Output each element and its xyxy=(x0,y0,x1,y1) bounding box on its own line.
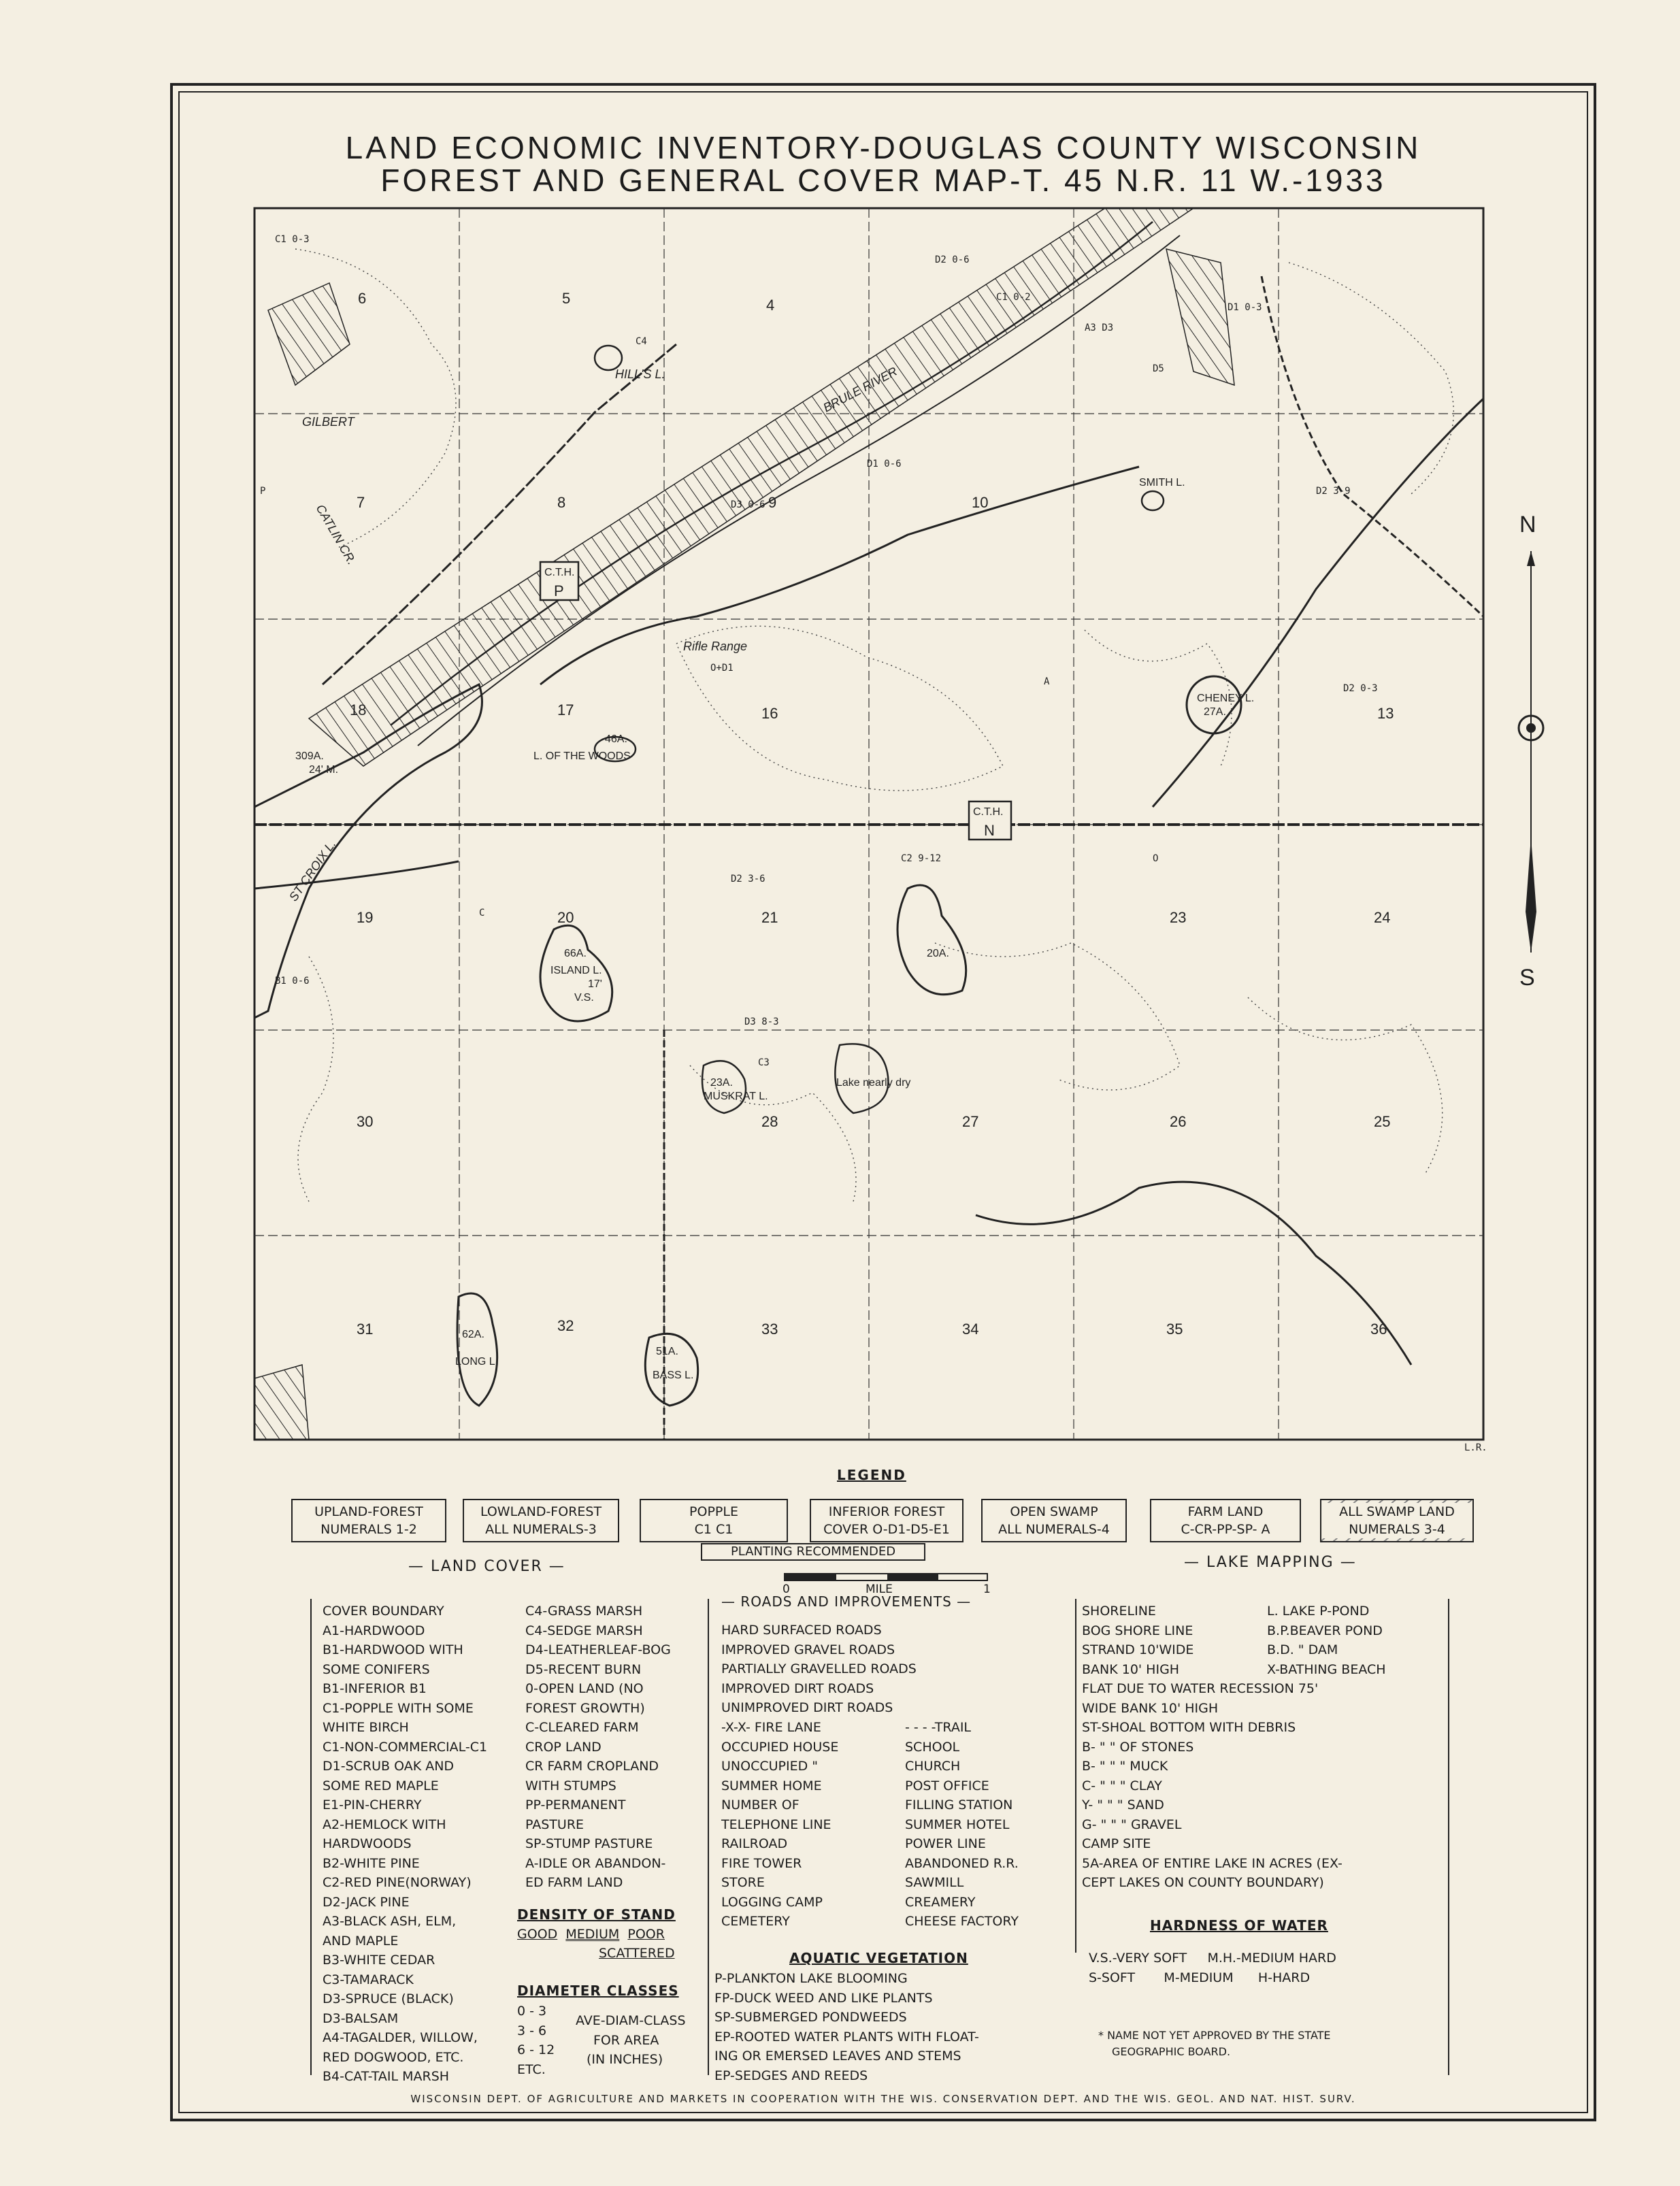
density-medium: MEDIUM xyxy=(565,1926,620,1942)
hardness-h: H-HARD xyxy=(1257,1970,1311,1985)
section-34: 34 xyxy=(962,1321,979,1338)
density-heading: DENSITY OF STAND xyxy=(517,1906,676,1923)
improvement-item: SUMMER HOME xyxy=(721,1778,822,1793)
cheney-lake-label: CHENEY L. xyxy=(1197,693,1255,704)
township-map xyxy=(254,208,1487,1453)
land-cover-item: C1-NON-COMMERCIAL-C1 xyxy=(323,1739,488,1755)
legend-box-all-swamp xyxy=(1320,1499,1474,1542)
roads-block xyxy=(721,1592,971,1612)
roads-heading: — ROADS AND IMPROVEMENTS — xyxy=(721,1593,972,1610)
cheney-area: 27A. xyxy=(1204,706,1226,718)
diameter-heading: DIAMETER CLASSES xyxy=(517,1983,679,1999)
road-type: UNIMPROVED DIRT ROADS xyxy=(721,1700,893,1715)
section-5: 5 xyxy=(562,290,571,307)
diameter-desc-line: AVE-DIAM-CLASS xyxy=(576,2013,686,2028)
lake-mapping-item: WIDE BANK 10' HIGH xyxy=(1082,1700,1219,1716)
catlin-cr-label: CATLIN CR. xyxy=(313,502,359,567)
lake-mapping-item: FLAT DUE TO WATER RECESSION 75' xyxy=(1082,1681,1319,1696)
diameter-class: 6 - 12 xyxy=(517,2042,555,2057)
land-cover-item: A2-HEMLOCK WITH xyxy=(323,1817,446,1832)
lake-mapping-item: STRAND 10'WIDE xyxy=(1082,1642,1194,1657)
land-cover-item: A3-BLACK ASH, ELM, xyxy=(323,1914,457,1929)
lake-codes-list xyxy=(1267,1602,1386,1679)
cover-code: A xyxy=(1044,676,1050,687)
road-type: IMPROVED GRAVEL ROADS xyxy=(721,1642,895,1657)
land-cover-item: C4-GRASS MARSH xyxy=(525,1604,643,1619)
cover-code: C4 xyxy=(636,336,647,347)
improvement-item: POWER LINE xyxy=(905,1836,986,1851)
section-20: 20 xyxy=(557,909,574,926)
island-lake-vs: V.S. xyxy=(574,992,594,1004)
improvement-item: ABANDONED R.R. xyxy=(905,1855,1019,1871)
legend-divider xyxy=(310,1599,312,2075)
land-cover-item: SP-STUMP PASTURE xyxy=(525,1836,653,1851)
land-cover-item: RED DOGWOOD, ETC. xyxy=(323,2049,464,2065)
cover-code: D2 0-6 xyxy=(935,254,970,265)
smith-lake xyxy=(1142,491,1164,510)
improvement-item: FILLING STATION xyxy=(905,1798,1013,1812)
section-28: 28 xyxy=(761,1113,778,1130)
cover-code: A3 D3 xyxy=(1085,322,1114,333)
hardness-block xyxy=(1150,1916,1328,1936)
note-line: GEOGRAPHIC BOARD. xyxy=(1112,2045,1231,2058)
improvement-item: SAWMILL xyxy=(905,1875,964,1890)
land-cover-col1 xyxy=(323,1602,487,2087)
section-13: 13 xyxy=(1377,705,1394,722)
improvement-item: UNOCCUPIED " xyxy=(721,1759,818,1774)
lake-code-item: B.P.BEAVER POND xyxy=(1267,1623,1383,1638)
legend-box-popple xyxy=(640,1499,788,1542)
legend-box-inferior xyxy=(810,1499,963,1542)
section-6: 6 xyxy=(358,290,367,307)
box-line: POPPLE xyxy=(689,1504,738,1519)
hardness-row1 xyxy=(1089,1949,1336,1987)
land-cover-item: B4-CAT-TAIL MARSH xyxy=(323,2069,450,2084)
swamp-patch xyxy=(254,1365,309,1440)
land-cover-item: C1-POPPLE WITH SOME xyxy=(323,1700,474,1716)
compass-south: S xyxy=(1519,965,1535,991)
smith-lake-label: SMITH L. xyxy=(1139,477,1185,488)
map-title-line2: FOREST AND GENERAL COVER MAP-T. 45 N.R. 11 W.-1933 xyxy=(380,163,1386,198)
legend-heading: LEGEND xyxy=(837,1467,906,1483)
land-cover-col2 xyxy=(525,1602,671,1893)
improvement-item: CHURCH xyxy=(905,1759,961,1774)
lake-20a-label: 20A. xyxy=(927,948,949,959)
island-lake-label: ISLAND L. xyxy=(550,965,602,976)
section-33: 33 xyxy=(761,1321,778,1338)
density-poor: POOR xyxy=(627,1926,665,1942)
land-cover-item: C4-SEDGE MARSH xyxy=(525,1623,643,1638)
cover-code: D2 0-3 xyxy=(1343,683,1378,694)
land-cover-item: C3-TAMARACK xyxy=(323,1972,414,1987)
aquatic-item: FP-DUCK WEED AND LIKE PLANTS xyxy=(714,1990,933,2006)
land-cover-item: D2-JACK PINE xyxy=(323,1894,410,1910)
brule-river-label: BRULE RIVER xyxy=(821,364,900,415)
scale-mile: MILE xyxy=(866,1583,893,1596)
map-title-line1: LAND ECONOMIC INVENTORY-DOUGLAS COUNTY WISCONSIN xyxy=(345,130,1421,165)
section-17: 17 xyxy=(557,701,574,718)
land-cover-item: A4-TAGALDER, WILLOW, xyxy=(323,2030,478,2045)
lake-nearly-dry-label: Lake nearly dry xyxy=(836,1077,911,1089)
cover-code: D1 0-6 xyxy=(867,459,902,469)
lake-mapping-item: SHORELINE xyxy=(1082,1604,1156,1619)
section-19: 19 xyxy=(357,909,374,926)
hills-lake-label: HILL'S L. xyxy=(615,367,665,381)
aquatic-item: SP-SUBMERGED PONDWEEDS xyxy=(714,2010,907,2025)
section-8: 8 xyxy=(557,494,566,511)
legend-box-upland xyxy=(291,1499,446,1542)
cover-code: D3 0-6 xyxy=(731,499,765,510)
aquatic-item: EP-ROOTED WATER PLANTS WITH FLOAT- xyxy=(714,2029,979,2044)
section-4: 4 xyxy=(766,297,775,314)
improvement-item: - - - -TRAIL xyxy=(905,1720,972,1735)
box-line: OPEN SWAMP xyxy=(1010,1504,1098,1519)
aquatic-item: EP-SEDGES AND REEDS xyxy=(714,2068,868,2083)
land-cover-item: B3-WHITE CEDAR xyxy=(323,1953,435,1968)
scale-bar xyxy=(784,1573,988,1581)
section-16: 16 xyxy=(761,705,778,722)
improvement-item: NUMBER OF xyxy=(721,1798,800,1812)
lake-20a xyxy=(897,885,966,995)
lake-mapping-item: BOG SHORE LINE xyxy=(1082,1623,1193,1638)
section-30: 30 xyxy=(357,1113,374,1130)
improvement-item: CREAMERY xyxy=(905,1894,976,1910)
aquatic-item: P-PLANKTON LAKE BLOOMING xyxy=(714,1971,908,1986)
box-line: FARM LAND xyxy=(1187,1504,1264,1519)
section-26: 26 xyxy=(1170,1113,1187,1130)
section-23: 23 xyxy=(1170,909,1187,926)
improvements-right xyxy=(905,1718,1019,1932)
box-line: NUMERALS 1-2 xyxy=(320,1522,417,1537)
st-croix-depth: 24' M. xyxy=(309,764,339,776)
diameter-desc-line: FOR AREA xyxy=(593,2032,659,2048)
improvement-item: RAILROAD xyxy=(721,1836,788,1851)
hardness-vs: V.S.-VERY SOFT xyxy=(1089,1951,1187,1966)
aquatic-heading: AQUATIC VEGETATION xyxy=(789,1950,968,1966)
aquatic-list xyxy=(714,1969,979,2085)
cover-code: O xyxy=(1153,853,1159,864)
lake-mapping-item: BANK 10' HIGH xyxy=(1082,1661,1180,1677)
footer-credit: WISCONSIN DEPT. OF AGRICULTURE AND MARKETS IN COOPERATION WITH THE WIS. CONSERVATION DEPT. AND THE WIS. GEOL. AND NAT. HIST. SURV. xyxy=(410,2093,1356,2105)
improvement-item: LOGGING CAMP xyxy=(721,1894,823,1910)
cover-code: D1 0-3 xyxy=(1228,302,1262,313)
box-line: UPLAND-FOREST xyxy=(314,1504,423,1519)
lake-code-item: X-BATHING BEACH xyxy=(1267,1661,1386,1677)
section-35: 35 xyxy=(1166,1321,1183,1338)
land-cover-item: C-CLEARED FARM xyxy=(525,1720,639,1735)
improvement-item: CEMETERY xyxy=(721,1914,790,1929)
approval-note xyxy=(1098,2027,1331,2060)
lake-mapping-item: CEPT LAKES ON COUNTY BOUNDARY) xyxy=(1082,1875,1324,1890)
land-cover-item: B2-WHITE PINE xyxy=(323,1855,420,1871)
land-cover-item: WITH STUMPS xyxy=(525,1778,616,1793)
cover-code: D5 xyxy=(1153,363,1164,374)
long-lake-area: 62A. xyxy=(462,1329,484,1340)
lake-mapping-item: CAMP SITE xyxy=(1082,1836,1151,1851)
cover-code: P xyxy=(260,486,266,497)
density-good: GOOD xyxy=(517,1926,558,1942)
land-cover-item: D5-RECENT BURN xyxy=(525,1661,642,1677)
improvement-item: SUMMER HOTEL xyxy=(905,1817,1010,1832)
cth-p-label2: P xyxy=(554,582,564,599)
cover-code: C3 xyxy=(758,1057,770,1068)
land-cover-item: D1-SCRUB OAK AND xyxy=(323,1759,455,1774)
cover-code: D2 3-9 xyxy=(1316,486,1351,497)
lake-mapping-item: B- " " " MUCK xyxy=(1082,1759,1168,1774)
box-line: LOWLAND-FOREST xyxy=(480,1504,602,1519)
land-cover-item: E1-PIN-CHERRY xyxy=(323,1798,422,1812)
section-18: 18 xyxy=(350,701,367,718)
diameter-desc-line: (IN INCHES) xyxy=(587,2052,663,2067)
box-line: ALL NUMERALS-4 xyxy=(998,1522,1110,1537)
cover-code: D3 8-3 xyxy=(744,1016,779,1027)
cth-n-label1: C.T.H. xyxy=(973,806,1004,818)
bass-lake-label: BASS L. xyxy=(653,1370,694,1381)
hills-lake xyxy=(595,346,622,370)
cheney-lake xyxy=(1187,676,1241,733)
aquatic-heading-block xyxy=(789,1949,968,1968)
section-numbers xyxy=(350,290,1394,1338)
section-36: 36 xyxy=(1370,1321,1387,1338)
land-cover-item: SOME RED MAPLE xyxy=(323,1778,439,1793)
section-25: 25 xyxy=(1374,1113,1391,1130)
diameter-class: 3 - 6 xyxy=(517,2023,547,2038)
section-7: 7 xyxy=(357,494,365,511)
legend-divider xyxy=(708,1599,709,2075)
land-cover-heading: — LAND COVER — xyxy=(408,1558,565,1575)
legend-box-open-swamp xyxy=(981,1499,1127,1542)
muskrat-label: MUSKRAT L. xyxy=(704,1091,768,1102)
land-cover-item: PP-PERMANENT xyxy=(525,1798,626,1812)
lake-mapping-item: C- " " " CLAY xyxy=(1082,1778,1162,1793)
land-cover-item: 0-OPEN LAND (NO xyxy=(525,1681,644,1696)
improvement-item: CHEESE FACTORY xyxy=(905,1914,1019,1929)
land-cover-text: LAND COVER xyxy=(431,1558,543,1575)
improvement-item: POST OFFICE xyxy=(905,1778,989,1793)
land-cover-item: D3-SPRUCE (BLACK) xyxy=(323,1991,454,2006)
diameter-classes xyxy=(517,2002,555,2079)
cover-code: C1 0-3 xyxy=(275,234,310,245)
cover-code: C xyxy=(479,908,485,918)
road-type: HARD SURFACED ROADS xyxy=(721,1623,882,1638)
land-cover-item: CROP LAND xyxy=(525,1739,602,1755)
box-line: ALL NUMERALS-3 xyxy=(485,1522,597,1537)
long-lake xyxy=(457,1293,497,1406)
muskrat-area: 23A. xyxy=(710,1077,733,1089)
land-cover-item: C2-RED PINE(NORWAY) xyxy=(323,1875,472,1890)
section-9: 9 xyxy=(768,494,777,511)
land-cover-item: D3-BALSAM xyxy=(323,2010,399,2026)
hardness-heading: HARDNESS OF WATER xyxy=(1150,1917,1328,1934)
diameter-desc xyxy=(576,2011,686,2070)
section-31: 31 xyxy=(357,1321,374,1338)
island-lake-depth: 17' xyxy=(588,978,602,990)
improvement-item: STORE xyxy=(721,1875,765,1890)
land-cover-item: FOREST GROWTH) xyxy=(525,1700,645,1716)
lake-code-item: B.D. " DAM xyxy=(1267,1642,1338,1657)
aquatic-item: ING OR EMERSED LEAVES AND STEMS xyxy=(714,2049,961,2064)
st-croix-area: 309A. xyxy=(295,750,324,762)
land-cover-item: A1-HARDWOOD xyxy=(323,1623,425,1638)
cth-p-label1: C.T.H. xyxy=(544,567,575,578)
lake-mapping-text: LAKE MAPPING xyxy=(1206,1554,1334,1571)
hardness-s: S-SOFT xyxy=(1089,1970,1136,1985)
lake-mapping-item: B- " " OF STONES xyxy=(1082,1739,1194,1755)
cth-n-label2: N xyxy=(984,822,995,839)
roads-heading-text: ROADS AND IMPROVEMENTS xyxy=(740,1593,952,1610)
scale-zero: 0 xyxy=(783,1583,790,1596)
lake-mapping-item: ST-SHOAL BOTTOM WITH DEBRIS xyxy=(1082,1720,1296,1735)
brule-river-bank xyxy=(418,235,1180,746)
lake-woods-label: L. OF THE WOODS xyxy=(533,750,631,762)
note-line: * NAME NOT YET APPROVED BY THE STATE xyxy=(1098,2029,1331,2042)
land-cover-item: A-IDLE OR ABANDON- xyxy=(525,1855,666,1871)
island-lake-area: 66A. xyxy=(564,948,587,959)
box-line: C-CR-PP-SP- A xyxy=(1181,1522,1270,1537)
improvement-item: OCCUPIED HOUSE xyxy=(721,1739,839,1755)
diameter-block xyxy=(517,1981,679,2001)
hardness-mh: M.H.-MEDIUM HARD xyxy=(1207,1951,1336,1966)
swamp-patch xyxy=(1166,249,1234,385)
diameter-class: 0 - 3 xyxy=(517,2004,547,2019)
lake-code-item: L. LAKE P-POND xyxy=(1267,1604,1370,1619)
feature-labels xyxy=(286,365,1487,1453)
land-cover-item: HARDWOODS xyxy=(323,1836,412,1851)
land-cover-item: B1-INFERIOR B1 xyxy=(323,1681,427,1696)
legend-box-farm xyxy=(1150,1499,1301,1542)
gilbert-label: GILBERT xyxy=(302,415,355,429)
land-cover-item: SOME CONIFERS xyxy=(323,1661,430,1677)
box-line: INFERIOR FOREST xyxy=(828,1504,945,1519)
section-21: 21 xyxy=(761,909,778,926)
diameter-class: ETC. xyxy=(517,2061,546,2077)
legend-divider xyxy=(1448,1599,1449,2075)
section-10: 10 xyxy=(972,494,989,511)
legend-divider xyxy=(1075,1599,1076,1953)
cover-code: D2 3-6 xyxy=(731,874,765,884)
legend-box-lowland xyxy=(463,1499,619,1542)
improvement-item: -X-X- FIRE LANE xyxy=(721,1720,821,1735)
land-cover-item: WHITE BIRCH xyxy=(323,1720,409,1735)
section-27: 27 xyxy=(962,1113,979,1130)
cover-code: O+D1 xyxy=(710,663,734,674)
improvement-item: FIRE TOWER xyxy=(721,1855,802,1871)
land-cover-item: ED FARM LAND xyxy=(525,1875,623,1890)
road-type: IMPROVED DIRT ROADS xyxy=(721,1680,874,1696)
land-cover-item: D4-LEATHERLEAF-BOG xyxy=(525,1642,671,1657)
box-line: ALL SWAMP LAND xyxy=(1321,1503,1472,1521)
swamp-patch xyxy=(268,283,350,385)
road-type: PARTIALLY GRAVELLED ROADS xyxy=(721,1661,917,1676)
land-cover-item: B1-HARDWOOD WITH xyxy=(323,1642,463,1657)
improvement-item: TELEPHONE LINE xyxy=(721,1817,831,1832)
lake-woods-area: 46A. xyxy=(605,733,627,745)
rifle-range-label: Rifle Range xyxy=(683,640,748,653)
box-line: COVER O-D1-D5-E1 xyxy=(823,1522,950,1537)
land-cover-item: COVER BOUNDARY xyxy=(323,1604,444,1619)
land-cover-item: AND MAPLE xyxy=(323,1933,399,1949)
density-scattered: SCATTERED xyxy=(599,1946,675,1961)
density-row xyxy=(517,1925,676,1944)
lake-mapping-item: G- " " " GRAVEL xyxy=(1082,1817,1182,1832)
improvements-left xyxy=(721,1718,838,1932)
planting-recommended-box: PLANTING RECOMMENDED xyxy=(701,1543,925,1561)
long-lake-label: LONG L. xyxy=(455,1356,499,1368)
land-cover-item: PASTURE xyxy=(525,1817,584,1832)
improvement-item: SCHOOL xyxy=(905,1739,960,1755)
cover-code: C2 9-12 xyxy=(901,853,942,864)
cover-code: B1 0-6 xyxy=(275,976,310,987)
section-24: 24 xyxy=(1374,909,1391,926)
density-block xyxy=(517,1905,676,1964)
lake-mapping-item: Y- " " " SAND xyxy=(1082,1798,1164,1812)
lake-mapping-heading: — LAKE MAPPING — xyxy=(1184,1554,1357,1571)
land-cover-item: CR FARM CROPLAND xyxy=(525,1759,659,1774)
section-32: 32 xyxy=(557,1317,574,1334)
lake-mapping-item: 5A-AREA OF ENTIRE LAKE IN ACRES (EX- xyxy=(1082,1855,1343,1871)
st-croix-label: ST CROIX L. xyxy=(286,837,339,904)
bass-lake-area: 51A. xyxy=(656,1346,678,1357)
roads-list xyxy=(721,1621,917,1718)
compass-north: N xyxy=(1519,512,1536,537)
compass-rose xyxy=(1511,517,1551,993)
scale-one: 1 xyxy=(983,1583,991,1596)
hardness-m: M-MEDIUM xyxy=(1164,1970,1234,1985)
box-line: NUMERALS 3-4 xyxy=(1321,1521,1472,1538)
box-line: C1 C1 xyxy=(694,1522,734,1537)
initials: L.R. xyxy=(1464,1442,1487,1453)
cover-code: C1 0-2 xyxy=(996,292,1031,303)
